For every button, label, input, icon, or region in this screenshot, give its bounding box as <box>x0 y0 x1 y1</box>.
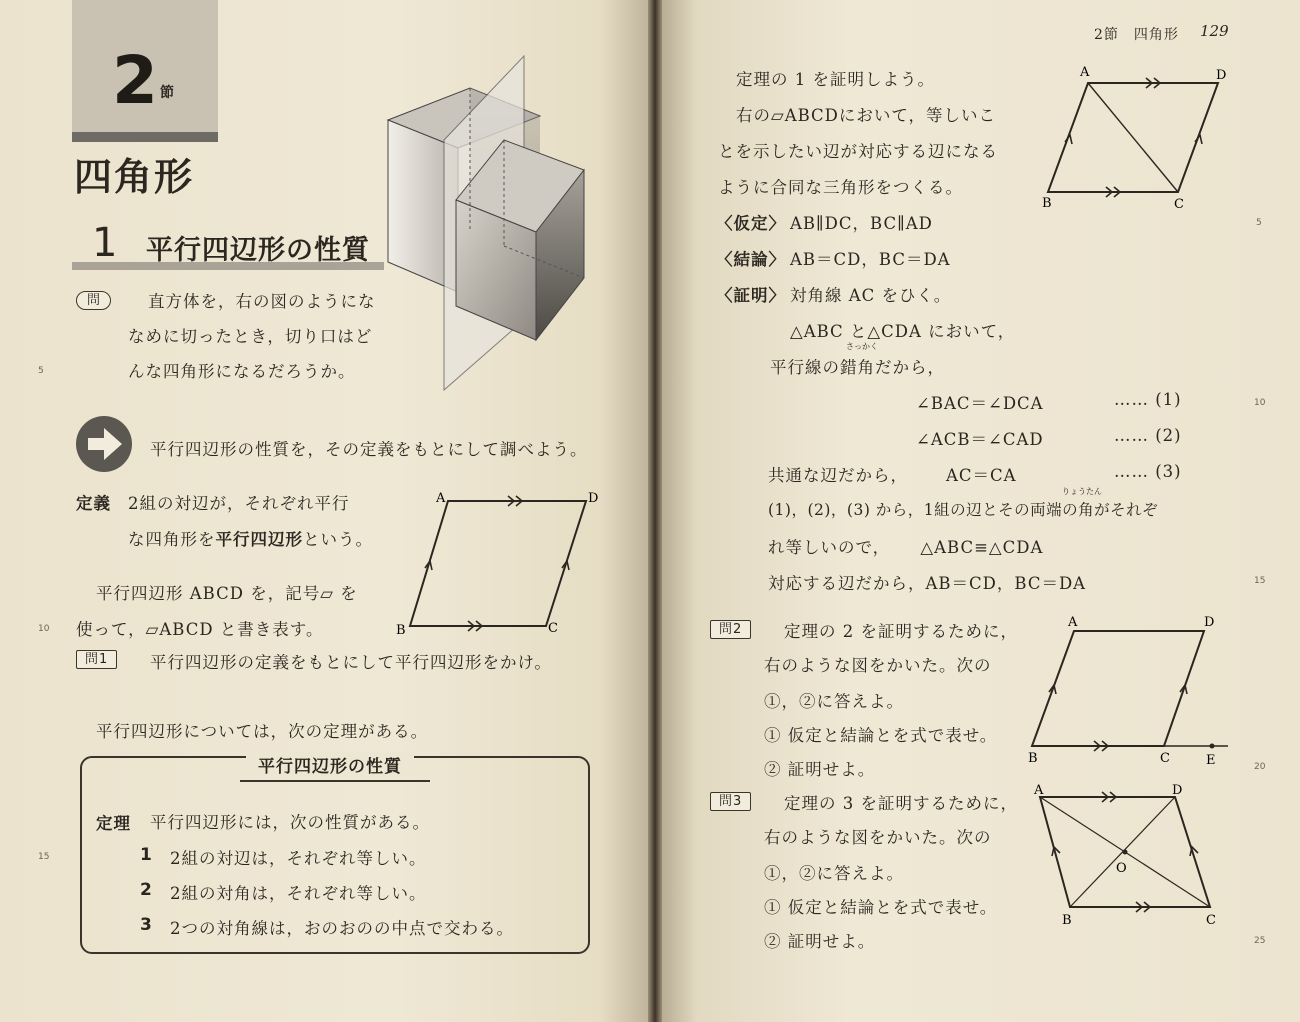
vertex-label-d: D <box>1172 783 1183 798</box>
ruby-ryoutan: りょうたん <box>1062 487 1102 496</box>
theorem-text: 平行四辺形には，次の性質がある。 <box>150 813 430 832</box>
question-2-line-3: ①，②に答えよ。 <box>764 692 904 711</box>
parallelogram-figure-theorem-3 <box>1030 782 1230 932</box>
vertex-label-b: B <box>1028 751 1038 766</box>
theorem-box-title: 平行四辺形の性質 <box>246 752 414 777</box>
arrow-right-icon <box>76 416 132 472</box>
line-number: 10 <box>1254 398 1266 408</box>
question-3-line-5: ② 証明せよ。 <box>764 932 876 951</box>
question-2-line-1: 定理の 2 を証明するために， <box>784 622 1018 641</box>
definition-label: 定義 <box>76 494 111 513</box>
theorem-1-text: 2組の対辺は，それぞれ等しい。 <box>170 849 427 868</box>
definition-line-2-pre: な四角形を <box>128 530 216 549</box>
proof-intro-2: 右の▱ABCDにおいて，等しいこ <box>736 106 997 125</box>
congruence-statement: △ABC≡△CDA <box>920 538 1044 557</box>
notation-line-2: 使って，▱ABCD と書き表す。 <box>76 620 324 639</box>
right-page <box>658 0 1300 1022</box>
theorem-2-text: 2組の対角は，それぞれ等しい。 <box>170 884 427 903</box>
question-3-tag: 問3 <box>710 792 751 811</box>
common-side-text: 共通な辺だから， <box>768 466 908 485</box>
line-number: 5 <box>1256 218 1262 228</box>
parallelogram-figure-theorem-1 <box>1038 62 1238 212</box>
theorem-3-text: 2つの対角線は，おのおのの中点で交わる。 <box>170 919 514 938</box>
question-2-line-4: ① 仮定と結論とを式で表せ。 <box>764 726 998 745</box>
proof-line-5 <box>768 534 1043 558</box>
vertex-label-c: C <box>548 621 558 636</box>
theorem-label: 定理 <box>96 814 131 833</box>
subsection-number: 1 <box>92 220 118 266</box>
vertex-label-d: D <box>1216 68 1227 83</box>
question-3-line-2: 右のような図をかいた。次の <box>764 828 992 847</box>
running-header: 2節 四角形 <box>1094 27 1179 43</box>
equation-2: ∠ACB＝∠CAD <box>916 430 1044 449</box>
line-number: 15 <box>38 852 50 862</box>
theorem-intro: 平行四辺形については，次の定理がある。 <box>96 722 429 741</box>
question-2-tag: 問2 <box>710 620 751 639</box>
vertex-label-c: C <box>1206 913 1216 928</box>
proof-label: 〈証明〉 <box>716 286 786 305</box>
line-number: 5 <box>38 366 44 376</box>
question-3-line-1: 定理の 3 を証明するために， <box>784 794 1018 813</box>
vertex-label-c: C <box>1174 197 1184 212</box>
subsection-title: 平行四辺形の性質 <box>146 235 370 266</box>
vertex-label-b: B <box>1062 913 1072 928</box>
question-line-3: んな四角形になるだろうか。 <box>128 362 356 381</box>
section-suffix: 節 <box>160 85 174 101</box>
equation-3-ref: …… (3) <box>1114 462 1182 481</box>
vertex-label-a: A <box>1080 65 1090 80</box>
proof-line-3: 平行線の錯角だから， <box>770 358 945 377</box>
section-number: 2 <box>112 42 158 119</box>
proof-intro-4: ように合同な三角形をつくる。 <box>718 178 963 197</box>
proof-line-5-pre: れ等しいので， <box>768 538 891 557</box>
proof-line-2: △ABC と△CDA において， <box>790 322 1016 341</box>
cuboid-cut-illustration <box>384 52 634 392</box>
vertex-label-d: D <box>1204 615 1215 630</box>
page-number: 129 <box>1200 22 1229 40</box>
proof-line-4: (1)，(2)，(3) から，1組の辺とその両端の角がそれぞ <box>768 501 1159 519</box>
question-1-text: 平行四辺形の定義をもとにして平行四辺形をかけ。 <box>150 653 552 672</box>
theorem-box-title-rule <box>240 780 430 782</box>
line-number: 10 <box>38 624 50 634</box>
question-tag: 問 <box>76 291 111 310</box>
line-number: 15 <box>1254 576 1266 586</box>
parallelogram-figure-definition <box>390 488 610 638</box>
proof-line-1: 対角線 AC をひく。 <box>790 286 952 305</box>
equation-2-ref: …… (2) <box>1114 426 1182 445</box>
vertex-label-a: A <box>1034 783 1044 798</box>
question-1-tag: 問1 <box>76 650 117 669</box>
definition-line-1: 2組の対辺が，それぞれ平行 <box>128 494 350 513</box>
ruby-sakkaku: さっかく <box>846 342 878 351</box>
equation-1: ∠BAC＝∠DCA <box>916 394 1044 413</box>
proof-intro-3: とを示したい辺が対応する辺になる <box>718 142 998 161</box>
equation-3: AC＝CA <box>946 466 1017 485</box>
line-number: 20 <box>1254 762 1266 772</box>
equation-1-ref: …… (1) <box>1114 390 1182 409</box>
vertex-label-a: A <box>436 491 446 506</box>
question-3-line-4: ① 仮定と結論とを式で表せ。 <box>764 898 998 917</box>
question-2-line-5: ② 証明せよ。 <box>764 760 876 779</box>
theorem-3-number: 3 <box>140 915 152 935</box>
parallelogram-figure-theorem-2 <box>1024 612 1234 770</box>
question-line-1: 直方体を，右の図のようにな <box>148 292 376 311</box>
definition-line-2-post: という。 <box>303 530 373 549</box>
definition-line-2 <box>128 526 373 550</box>
chapter-title: 四角形 <box>74 155 195 199</box>
question-line-2: なめに切ったとき，切り口はど <box>128 327 373 346</box>
conclusion: AB＝CD，BC＝DA <box>790 250 951 269</box>
theorem-1-number: 1 <box>140 845 152 865</box>
notation-line-1: 平行四辺形 ABCD を，記号▱ を <box>96 584 358 603</box>
vertex-label-d: D <box>588 491 599 506</box>
book-gutter <box>648 0 662 1022</box>
question-2-line-2: 右のような図をかいた。次の <box>764 656 992 675</box>
theorem-2-number: 2 <box>140 880 152 900</box>
definition-term: 平行四辺形 <box>215 530 303 549</box>
assumption: AB∥DC，BC∥AD <box>790 214 933 233</box>
proof-intro-1: 定理の 1 を証明しよう。 <box>736 70 935 89</box>
question-3-line-3: ①，②に答えよ。 <box>764 864 904 883</box>
vertex-label-b: B <box>1042 196 1052 211</box>
vertex-label-c: C <box>1160 751 1170 766</box>
proof-line-6: 対応する辺だから，AB＝CD，BC＝DA <box>768 574 1087 593</box>
line-number: 25 <box>1254 936 1266 946</box>
vertex-label-e: E <box>1206 753 1216 768</box>
vertex-label-b: B <box>396 623 406 638</box>
center-label-o: O <box>1116 861 1127 876</box>
conclusion-label: 〈結論〉 <box>716 250 786 269</box>
section-intro: 平行四辺形の性質を，その定義をもとにして調べよう。 <box>150 440 588 459</box>
assumption-label: 〈仮定〉 <box>716 214 786 233</box>
vertex-label-a: A <box>1068 615 1078 630</box>
